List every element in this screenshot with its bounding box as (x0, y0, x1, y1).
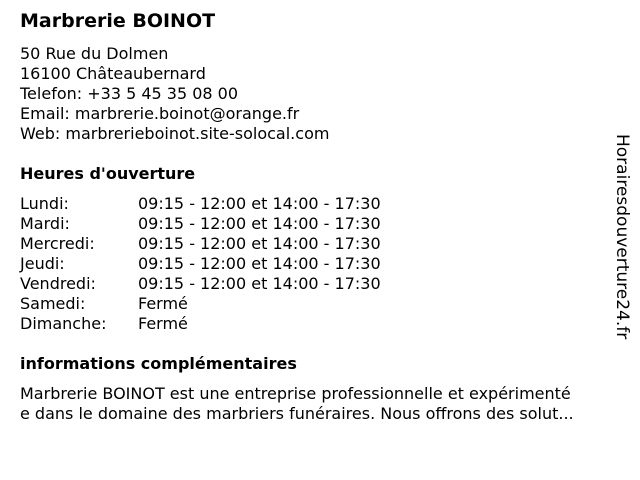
address-city: 16100 Châteaubernard (20, 64, 206, 83)
time-range: Fermé (138, 314, 188, 333)
opening-hours-table (20, 194, 381, 334)
day-label: Mardi: (20, 214, 70, 233)
day-label: Vendredi: (20, 274, 96, 293)
additional-info-heading: informations complémentaires (20, 354, 297, 373)
time-range: Fermé (138, 294, 188, 313)
opening-hours-heading: Heures d'ouverture (20, 164, 196, 183)
hours-row-saturday (20, 294, 381, 314)
phone-number: Telefon: +33 5 45 35 08 00 (20, 84, 239, 103)
hours-row-friday (20, 274, 381, 294)
day-label: Lundi: (20, 194, 69, 213)
business-name: Marbrerie BOINOT (20, 10, 216, 32)
email-address: Email: marbrerie.boinot@orange.fr (20, 104, 300, 123)
day-label: Mercredi: (20, 234, 95, 253)
day-label: Samedi: (20, 294, 86, 313)
time-range: 09:15 - 12:00 et 14:00 - 17:30 (138, 234, 381, 253)
hours-row-monday (20, 194, 381, 214)
site-watermark: Horairesdouverture24.fr (612, 134, 632, 340)
description-line: e dans le domaine des marbriers funéraires. Nous offrons des solut... (20, 404, 574, 423)
time-range: 09:15 - 12:00 et 14:00 - 17:30 (138, 274, 381, 293)
website-address: Web: marbrerieboinot.site-solocal.com (20, 124, 330, 143)
contact-block (20, 44, 329, 144)
address-street: 50 Rue du Dolmen (20, 44, 169, 63)
day-label: Jeudi: (20, 254, 65, 273)
description-line: Marbrerie BOINOT est une entreprise professionnelle et expérimenté (20, 384, 571, 403)
time-range: 09:15 - 12:00 et 14:00 - 17:30 (138, 194, 381, 213)
hours-row-thursday (20, 254, 381, 274)
business-description (20, 384, 630, 424)
hours-row-wednesday (20, 234, 381, 254)
time-range: 09:15 - 12:00 et 14:00 - 17:30 (138, 214, 381, 233)
time-range: 09:15 - 12:00 et 14:00 - 17:30 (138, 254, 381, 273)
hours-row-tuesday (20, 214, 381, 234)
day-label: Dimanche: (20, 314, 107, 333)
hours-row-sunday (20, 314, 381, 334)
